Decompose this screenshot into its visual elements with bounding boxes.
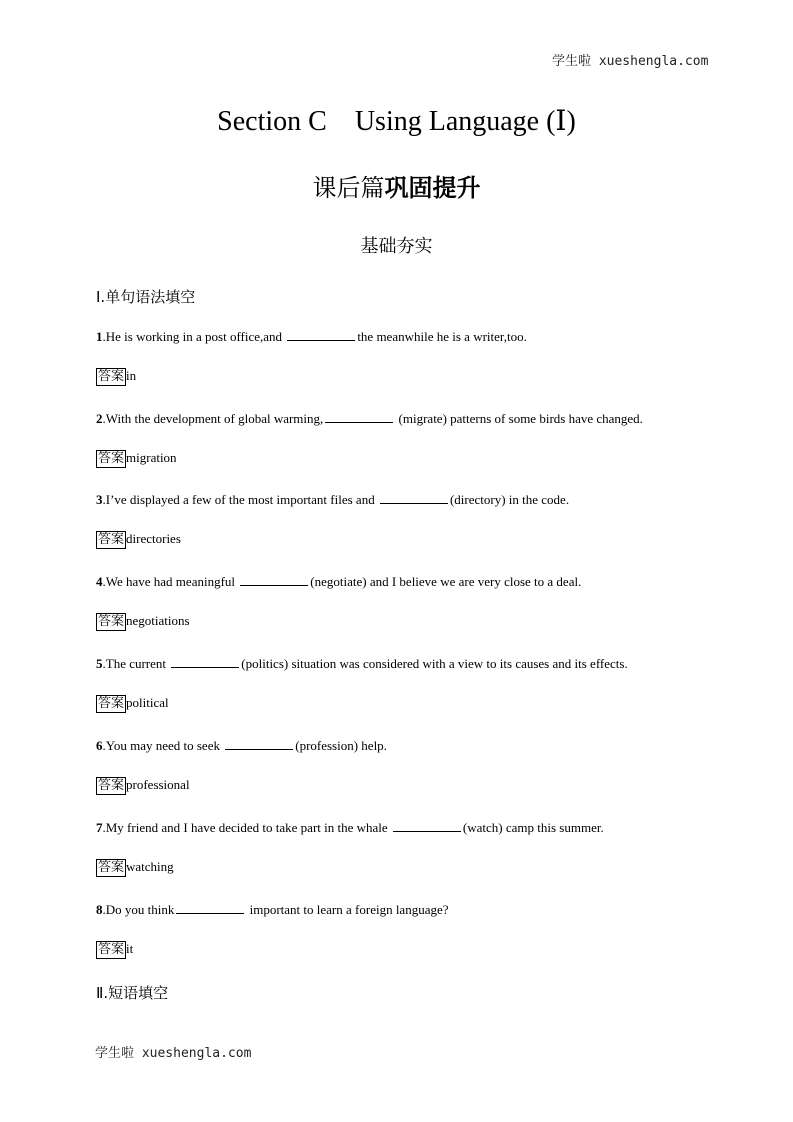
- answer-2: [96, 450, 177, 468]
- answer-7: [96, 859, 174, 877]
- answer-label: 答案: [98, 532, 125, 547]
- question-text-before: .We have had meaningful: [102, 574, 239, 589]
- question-number: 5: [96, 656, 103, 671]
- answer-blank: [225, 737, 293, 750]
- answer-text: migration: [126, 450, 177, 465]
- answer-blank: [380, 491, 448, 504]
- title-topic: Using Language (Ⅰ): [354, 106, 576, 137]
- answer-label: 答案: [98, 696, 125, 711]
- answer-4: [96, 613, 190, 631]
- footer-site: 学生啦 xueshengla.com: [95, 1046, 252, 1061]
- question-text-after: important to learn a foreign language?: [246, 902, 449, 917]
- question-text-after: (negotiate) and I believe we are very close to a deal.: [310, 574, 582, 589]
- question-number: 4: [96, 574, 103, 589]
- page-title: [0, 104, 793, 138]
- question-text-after: (politics) situation was considered with a view to its causes and its effects.: [241, 656, 628, 671]
- subtitle-normal: 课后篇: [312, 174, 385, 202]
- answer-text: watching: [126, 859, 174, 874]
- answer-text: directories: [126, 531, 181, 546]
- question-2: [96, 410, 643, 427]
- title-section: Section C: [217, 106, 327, 137]
- answer-label: 答案: [98, 942, 125, 957]
- answer-6: [96, 777, 190, 795]
- question-number: 2: [96, 411, 103, 426]
- question-text-before: .Do you think: [102, 902, 175, 917]
- answer-label: 答案: [98, 369, 125, 384]
- question-1: [96, 328, 527, 345]
- question-text-before: .I’ve displayed a few of the most important files and: [102, 492, 378, 507]
- answer-label: 答案: [98, 614, 125, 629]
- question-8: [96, 901, 449, 918]
- question-number: 7: [96, 820, 103, 835]
- question-text-after: (watch) camp this summer.: [462, 820, 604, 835]
- answer-5: [96, 695, 169, 713]
- question-text-after: the meanwhile he is a writer,too.: [357, 329, 527, 344]
- answer-3: [96, 531, 181, 549]
- answer-1: [96, 368, 136, 386]
- answer-text: in: [126, 368, 137, 383]
- question-7: [96, 819, 604, 836]
- answer-blank: [287, 328, 355, 341]
- answer-text: negotiations: [126, 613, 190, 628]
- question-number: 6: [96, 738, 103, 753]
- question-text-before: .He is working in a post office,and: [102, 329, 286, 344]
- question-text-after: (migrate) patterns of some birds have changed.: [395, 411, 643, 426]
- answer-text: it: [126, 941, 134, 956]
- question-number: 3: [96, 492, 103, 507]
- question-number: 8: [96, 902, 103, 917]
- answer-blank: [325, 410, 393, 423]
- answer-label: 答案: [98, 451, 125, 466]
- question-number: 1: [96, 329, 103, 344]
- question-text-before: .You may need to seek: [102, 738, 224, 753]
- subtitle-bold: 巩固提升: [384, 174, 481, 202]
- answer-8: [96, 941, 133, 959]
- question-4: [96, 573, 581, 590]
- answer-text: professional: [126, 777, 190, 792]
- question-6: [96, 737, 387, 754]
- answer-blank: [171, 655, 239, 668]
- answer-blank: [240, 573, 308, 586]
- answer-label: 答案: [98, 778, 125, 793]
- section-heading-1: Ⅰ.单句语法填空: [96, 288, 196, 306]
- question-text-before: .The current: [102, 656, 170, 671]
- answer-label: 答案: [98, 860, 125, 875]
- question-5: [96, 655, 628, 672]
- question-text-before: .With the development of global warming,: [102, 411, 324, 426]
- question-text-after: (profession) help.: [295, 738, 387, 753]
- answer-text: political: [126, 695, 169, 710]
- question-text-after: (directory) in the code.: [449, 492, 570, 507]
- question-text-before: .My friend and I have decided to take part in the whale: [102, 820, 391, 835]
- answer-blank: [393, 819, 461, 832]
- answer-blank: [176, 901, 244, 914]
- question-3: [96, 491, 569, 508]
- page-subtitle: [0, 168, 793, 203]
- section-heading-2: Ⅱ.短语填空: [96, 984, 169, 1002]
- level-heading: 基础夯实: [360, 236, 433, 257]
- header-site: 学生啦 xueshengla.com: [552, 54, 709, 69]
